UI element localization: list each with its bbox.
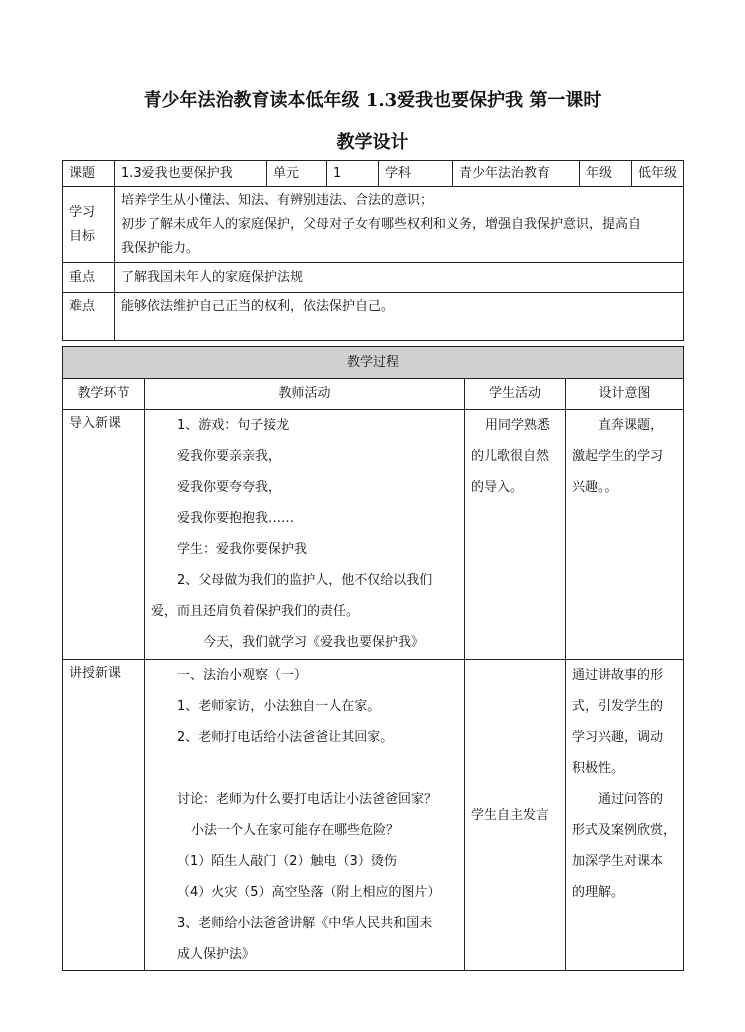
teacher-line: （1）陌生人敲门（2）触电（3）烫伤 xyxy=(177,854,397,869)
teacher-line: 学生：爱我你要保护我 xyxy=(177,542,308,557)
teacher-line: 爱，而且还肩负着保护我们的责任。 xyxy=(151,604,360,619)
goals-content xyxy=(115,187,684,263)
subject-value: 青少年法治教育 xyxy=(453,161,580,187)
goals-line2: 初步了解未成年人的家庭保护，父母对子女有哪些权利和义务，增强自我保护意识，提高自 xyxy=(121,217,642,232)
student-line: 的导入。 xyxy=(471,480,524,495)
teacher-line: 1、老师家访，小法独自一人在家。 xyxy=(177,699,381,714)
teacher-line: 今天，我们就学习《爱我也要保护我》 xyxy=(203,635,425,650)
intent-line: 的理解。 xyxy=(572,885,625,900)
goals-label-line2: 目标 xyxy=(69,228,96,244)
intent-line: 积极性。 xyxy=(572,761,625,776)
student-activity-new-lesson xyxy=(465,660,566,971)
student-line: 的儿歌很自然 xyxy=(471,449,550,464)
stage-intro: 导入新课 xyxy=(63,410,145,660)
intent-line: 通过问答的 xyxy=(598,792,664,807)
col-teacher-header: 教师活动 xyxy=(145,379,465,410)
grade-label: 年级 xyxy=(580,161,632,187)
design-intent-new-lesson xyxy=(566,660,684,971)
intent-line: 直奔课题， xyxy=(598,418,664,433)
teacher-line: 爱我你要抱抱我…… xyxy=(177,511,295,526)
intent-line: 形式及案例欣赏， xyxy=(572,823,677,838)
intent-line: 激起学生的学习 xyxy=(572,449,664,464)
intent-line: 加深学生对课本 xyxy=(572,854,664,869)
unit-label: 单元 xyxy=(267,161,327,187)
difficulty-value: 能够依法维护自己正当的权利，依法保护自己。 xyxy=(115,293,684,341)
stage-new-lesson: 讲授新课 xyxy=(63,660,145,971)
teacher-line: （4）火灾（5）高空坠落（附上相应的图片） xyxy=(177,885,441,900)
goals-label xyxy=(63,187,115,263)
goals-line3: 我保护能力。 xyxy=(121,241,200,256)
key-point-value: 了解我国未年人的家庭保护法规 xyxy=(115,263,684,293)
teacher-line: 小法一个人在家可能存在哪些危险？ xyxy=(191,823,400,838)
teacher-line: 3、老师给小法爸爸讲解《中华人民共和国未 xyxy=(177,916,433,931)
teacher-line: 爱我你要夸夸我， xyxy=(177,480,282,495)
teacher-activity-intro xyxy=(145,410,465,660)
grade-value: 低年级 xyxy=(632,161,684,187)
unit-value: 1 xyxy=(327,161,379,187)
student-activity-intro xyxy=(465,410,566,660)
teacher-line: 2、老师打电话给小法爸爸让其回家。 xyxy=(177,730,394,745)
key-point-label: 重点 xyxy=(63,263,115,293)
process-header: 教学过程 xyxy=(63,347,684,379)
teacher-line: 讨论：老师为什么要打电话让小法爸爸回家？ xyxy=(177,792,438,807)
subject-label: 学科 xyxy=(379,161,453,187)
goals-label-line1: 学习 xyxy=(69,204,96,220)
teacher-line: 一、法治小观察（一） xyxy=(177,668,308,683)
design-intent-intro xyxy=(566,410,684,660)
intent-line: 通过讲故事的形 xyxy=(572,668,664,683)
col-intent-header: 设计意图 xyxy=(566,379,684,410)
teaching-process-table xyxy=(62,346,684,971)
teacher-line: 1、游戏：句子接龙 xyxy=(177,418,290,433)
col-stage-header: 教学环节 xyxy=(63,379,145,410)
student-line: 用同学熟悉 xyxy=(485,418,551,433)
teacher-activity-new-lesson xyxy=(145,660,465,971)
difficulty-label: 难点 xyxy=(63,293,115,341)
topic-value: 1.3爱我也要保护我 xyxy=(115,161,267,187)
document-title: 青少年法治教育读本低年级 1.3爱我也要保护我 第一课时 xyxy=(143,90,602,111)
topic-label: 课题 xyxy=(63,161,115,187)
intent-line: 兴趣。。 xyxy=(572,480,618,495)
teacher-line: 2、父母做为我们的监护人，他不仅给以我们 xyxy=(177,573,433,588)
intent-line: 式，引发学生的 xyxy=(572,699,664,714)
lesson-info-table xyxy=(62,160,684,341)
teacher-line: 成人保护法》 xyxy=(177,947,256,962)
student-line: 学生自主发言 xyxy=(471,807,550,823)
intent-line: 学习兴趣，调动 xyxy=(572,730,664,745)
col-student-header: 学生活动 xyxy=(465,379,566,410)
teacher-line: 爱我你要亲亲我， xyxy=(177,449,282,464)
document-subtitle: 教学设计 xyxy=(336,132,409,153)
goals-line1: 培养学生从小懂法、知法、有辨别违法、合法的意识； xyxy=(121,193,434,208)
